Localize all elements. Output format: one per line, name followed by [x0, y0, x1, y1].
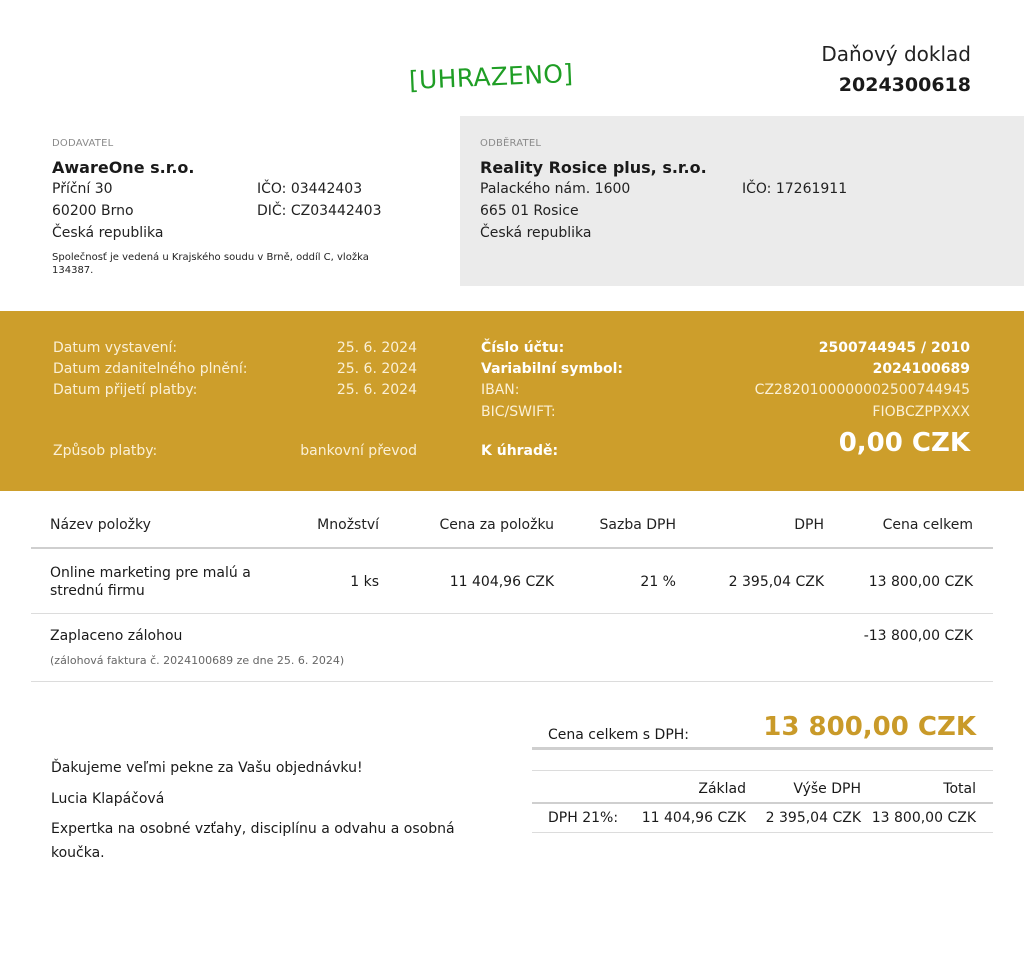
- supplier-registration: Společnosť je vedená u Krajského soudu v Brně, oddíl C, vložka 134387.: [52, 252, 369, 276]
- vat-col-base: Základ: [698, 781, 746, 797]
- row-divider: [31, 613, 993, 614]
- col-header-vat-rate: Sazba DPH: [599, 517, 676, 533]
- issue-date: 25. 6. 2024: [336, 340, 417, 356]
- customer-ico: IČO: 17261911: [742, 181, 848, 197]
- customer-label: ODBĚRATEL: [480, 138, 542, 149]
- signature-name: Lucia Klapáčová: [51, 791, 165, 807]
- account-number: 2500744945 / 2010: [818, 340, 970, 356]
- vat-row-total: 13 800,00 CZK: [871, 810, 976, 826]
- supplier-name: AwareOne s.r.o.: [52, 158, 195, 177]
- advance-amount: -13 800,00 CZK: [863, 628, 973, 644]
- document-number: 2024300618: [838, 74, 971, 96]
- table-header-divider: [31, 547, 993, 549]
- received-date-label: Datum přijetí platby:: [53, 382, 198, 398]
- item-vat-rate: 21 %: [640, 574, 676, 590]
- signature-bio: Expertka na osobné vzťahy, disciplínu a odvahu a osobná koučka.: [51, 821, 455, 861]
- document-title: Daňový doklad: [821, 42, 971, 66]
- supplier-country: Česká republika: [52, 225, 164, 241]
- col-header-total: Cena celkem: [882, 517, 973, 533]
- item-name-line2: strednú firmu: [50, 583, 145, 599]
- received-date: 25. 6. 2024: [336, 382, 417, 398]
- advance-note: (zálohová faktura č. 2024100689 ze dne 25. 6. 2024): [50, 654, 345, 667]
- iban-label: IBAN:: [481, 382, 520, 398]
- variable-symbol: 2024100689: [872, 361, 970, 377]
- summary-divider: [532, 770, 993, 771]
- bic-value: FIOBCZPPXXX: [872, 404, 970, 420]
- customer-country: Česká republika: [480, 225, 592, 241]
- item-qty: 1 ks: [350, 574, 379, 590]
- supplier-street: Příční 30: [52, 181, 113, 197]
- supplier-dic: DIČ: CZ03442403: [257, 203, 382, 219]
- thank-you-message: Ďakujeme veľmi pekne za Vašu objednávku!: [51, 760, 363, 776]
- account-label: Číslo účtu:: [481, 340, 565, 356]
- supplier-label: DODAVATEL: [52, 138, 114, 149]
- item-vat: 2 395,04 CZK: [728, 574, 824, 590]
- customer-city: 665 01 Rosice: [480, 203, 579, 219]
- item-unit-price: 11 404,96 CZK: [449, 574, 554, 590]
- col-header-vat: DPH: [794, 517, 824, 533]
- supplier-city: 60200 Brno: [52, 203, 134, 219]
- amount-due: 0,00 CZK: [838, 428, 970, 458]
- total-with-vat: 13 800,00 CZK: [763, 712, 976, 742]
- vat-col-total: Total: [943, 781, 976, 797]
- item-total: 13 800,00 CZK: [868, 574, 973, 590]
- vat-col-amount: Výše DPH: [793, 781, 861, 797]
- supplier-ico: IČO: 03442403: [257, 181, 363, 197]
- row-divider: [31, 681, 993, 682]
- item-name-line1: Online marketing pre malú a: [50, 565, 251, 581]
- paid-stamp: [UHRAZENO]: [408, 58, 574, 95]
- col-header-unit-price: Cena za položku: [439, 517, 554, 533]
- col-header-name: Název položky: [50, 517, 151, 533]
- payment-method: bankovní převod: [300, 443, 417, 459]
- payment-method-label: Způsob platby:: [53, 443, 158, 459]
- iban-value: CZ2820100000002500744945: [754, 382, 970, 398]
- col-header-qty: Množství: [317, 517, 379, 533]
- payment-band: [0, 311, 1024, 491]
- customer-section: [460, 116, 1024, 286]
- total-with-vat-label: Cena celkem s DPH:: [548, 727, 690, 743]
- issue-date-label: Datum vystavení:: [53, 340, 178, 356]
- advance-label: Zaplaceno zálohou: [50, 628, 183, 644]
- customer-name: Reality Rosice plus, s.r.o.: [480, 158, 707, 177]
- bic-label: BIC/SWIFT:: [481, 404, 556, 420]
- taxable-date-label: Datum zdanitelného plnění:: [53, 361, 248, 377]
- vat-row-amount: 2 395,04 CZK: [765, 810, 861, 826]
- vat-row-label: DPH 21%:: [548, 810, 619, 826]
- vat-header-divider: [532, 802, 993, 804]
- summary-divider: [532, 747, 993, 750]
- vat-row-base: 11 404,96 CZK: [641, 810, 746, 826]
- vat-row-divider: [532, 832, 993, 833]
- taxable-date: 25. 6. 2024: [336, 361, 417, 377]
- variable-symbol-label: Variabilní symbol:: [481, 361, 624, 377]
- amount-due-label: K úhradě:: [481, 443, 559, 459]
- customer-street: Palackého nám. 1600: [480, 181, 631, 197]
